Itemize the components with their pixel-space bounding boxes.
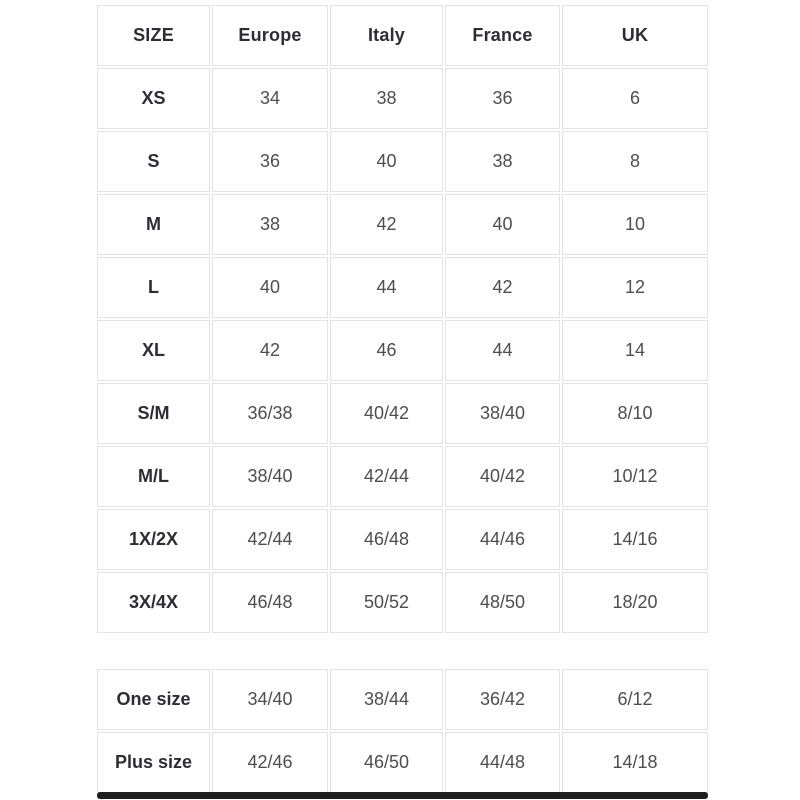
size-label-cell: One size (97, 669, 210, 730)
size-label-cell: M/L (97, 446, 210, 507)
value-cell: 14/18 (562, 732, 708, 793)
value-cell: 34 (212, 68, 328, 129)
horizontal-scrollbar-thumb[interactable] (97, 792, 708, 799)
value-cell: 38 (330, 68, 443, 129)
value-cell: 42 (212, 320, 328, 381)
value-cell: 14/16 (562, 509, 708, 570)
table-row (97, 320, 708, 381)
table-row (97, 131, 708, 192)
value-cell: 44 (330, 257, 443, 318)
value-cell: 42 (330, 194, 443, 255)
value-cell: 50/52 (330, 572, 443, 633)
value-cell: 38/40 (445, 383, 560, 444)
value-cell: 42/44 (212, 509, 328, 570)
header-cell-size: SIZE (97, 5, 210, 66)
size-label-cell: XL (97, 320, 210, 381)
header-cell-france: France (445, 5, 560, 66)
value-cell: 6/12 (562, 669, 708, 730)
size-label-cell: XS (97, 68, 210, 129)
value-cell: 38/40 (212, 446, 328, 507)
value-cell: 42 (445, 257, 560, 318)
value-cell: 8 (562, 131, 708, 192)
table-row (97, 509, 708, 570)
value-cell: 36/42 (445, 669, 560, 730)
table-row (97, 68, 708, 129)
value-cell: 12 (562, 257, 708, 318)
value-cell: 40 (330, 131, 443, 192)
value-cell: 18/20 (562, 572, 708, 633)
value-cell: 48/50 (445, 572, 560, 633)
value-cell: 46 (330, 320, 443, 381)
size-label-cell: M (97, 194, 210, 255)
value-cell: 40 (212, 257, 328, 318)
size-label-cell: 1X/2X (97, 509, 210, 570)
table-row (97, 383, 708, 444)
value-cell: 40/42 (445, 446, 560, 507)
special-sizes-table (95, 667, 710, 795)
value-cell: 40 (445, 194, 560, 255)
value-cell: 10 (562, 194, 708, 255)
value-cell: 8/10 (562, 383, 708, 444)
header-cell-uk: UK (562, 5, 708, 66)
value-cell: 46/50 (330, 732, 443, 793)
value-cell: 44/46 (445, 509, 560, 570)
value-cell: 6 (562, 68, 708, 129)
value-cell: 36 (445, 68, 560, 129)
value-cell: 42/46 (212, 732, 328, 793)
header-row (97, 5, 708, 66)
value-cell: 46/48 (330, 509, 443, 570)
table-row (97, 572, 708, 633)
value-cell: 38 (445, 131, 560, 192)
size-label-cell: 3X/4X (97, 572, 210, 633)
value-cell: 34/40 (212, 669, 328, 730)
header-cell-europe: Europe (212, 5, 328, 66)
size-label-cell: S (97, 131, 210, 192)
value-cell: 40/42 (330, 383, 443, 444)
value-cell: 44/48 (445, 732, 560, 793)
table-row (97, 257, 708, 318)
size-label-cell: Plus size (97, 732, 210, 793)
table-row (97, 669, 708, 730)
table-row (97, 732, 708, 793)
value-cell: 46/48 (212, 572, 328, 633)
table-row (97, 446, 708, 507)
value-cell: 44 (445, 320, 560, 381)
size-label-cell: L (97, 257, 210, 318)
value-cell: 38 (212, 194, 328, 255)
value-cell: 14 (562, 320, 708, 381)
header-cell-italy: Italy (330, 5, 443, 66)
value-cell: 10/12 (562, 446, 708, 507)
table-row (97, 194, 708, 255)
value-cell: 36 (212, 131, 328, 192)
value-cell: 36/38 (212, 383, 328, 444)
size-tables-container (95, 3, 713, 795)
size-conversion-table (95, 3, 710, 635)
size-label-cell: S/M (97, 383, 210, 444)
value-cell: 38/44 (330, 669, 443, 730)
value-cell: 42/44 (330, 446, 443, 507)
